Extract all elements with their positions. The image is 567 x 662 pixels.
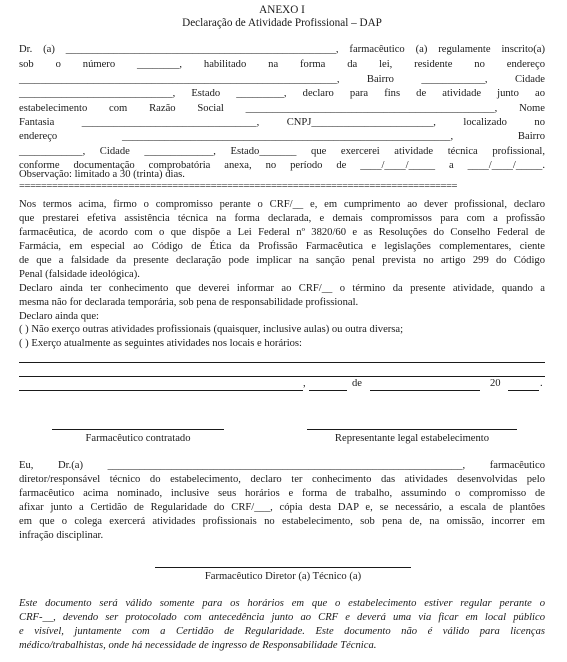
declaration-line: ____________, Cidade _____________, Estado_______ que exercerei atividade técnica profissional, <box>19 146 545 157</box>
separator: ================================================================================ <box>19 181 457 192</box>
signature-label-pharmacist: Farmacêutico contratado <box>85 433 191 444</box>
date-comma: , <box>303 378 306 389</box>
director-line: farmacêutico acima nominado, inclusive seus horários e forma de trabalho, assumindo o compromisso de <box>19 488 545 499</box>
declaration-line: sob o número ________, habilitado na forma da lei, residente no endereço <box>19 59 545 70</box>
checkbox-option-no-other[interactable]: ( ) Não exerço outras atividades profissionais (quaisquer, inclusive aulas) ou outra diversa; <box>19 324 404 335</box>
date-dot: . <box>540 378 543 389</box>
year-blank-line[interactable] <box>508 390 539 391</box>
director-line: Eu, Dr.(a) ___________________________________________________________________, farmacêutico <box>19 460 545 471</box>
signature-line-director[interactable] <box>155 567 411 568</box>
terms-line: Penal (falsidade ideológica). <box>19 269 140 280</box>
director-line: diretor/responsável técnico do estabelecimento, declaro ter conhecimento das atividades desenvolvidas pelo <box>19 474 545 485</box>
month-blank-line[interactable] <box>370 390 480 391</box>
director-line: em que o colega exercerá atividades profissionais no estabelecimento, sob pena de, na omissão, incorrer em <box>19 516 545 527</box>
declaration-line: Dr. (a) ___________________________________________________, farmacêutico (a) regulamente inscrito(a) <box>19 44 545 55</box>
annex-label: ANEXO I <box>259 4 305 16</box>
signature-label-representative: Representante legal estabelecimento <box>334 433 490 444</box>
footer-note-line: e visível, juntamente com a Certidão de Regularidade. Este documento não é válido para licenças <box>19 626 545 637</box>
document-title: Declaração de Atividade Profissional – DAP <box>182 17 382 29</box>
activity-blank-line[interactable] <box>19 376 545 377</box>
declaration-line: endereço ______________________________________________________________, Bairro <box>19 131 545 142</box>
signature-label-director: Farmacêutico Diretor (a) Técnico (a) <box>204 571 362 582</box>
footer-note-line: Este documento será válido somente para os horários em que o estabelecimento estiver regular perante o <box>19 598 545 609</box>
terms-line: farmacêutica, de acordo com o que dispõe a Lei Federal nº 3820/60 e as Resoluções do Conselho Federal de <box>19 227 545 238</box>
terms-line: Declaro ainda que: <box>19 311 100 322</box>
declaration-line: estabelecimento com Razão Social _______________________________________________, Nome <box>19 103 545 114</box>
declaration-line: ____________________________________________________________, Bairro ____________, Cidade <box>19 74 545 85</box>
terms-line: de que a falsidade da presente declaração pode implicar na sanção penal prevista no artigo 299 do Código <box>19 255 545 266</box>
year-prefix: 20 <box>490 378 501 389</box>
day-blank-line[interactable] <box>309 390 347 391</box>
terms-line: Farmácia, em especial ao Código de Ética da Profissão Farmacêutica e legislações complementares, ciente <box>19 241 545 252</box>
declaration-line: conforme documentação comprobatória anexa, no período de ____/____/_____ a ____/____/_____. <box>19 160 545 171</box>
date-de: de <box>352 378 362 389</box>
terms-line: que prestarei efetiva assistência técnica na forma declarada, e demais compromissos para com a profissão <box>19 213 545 224</box>
declaration-line: Fantasia _________________________________, CNPJ_______________________, localizado no <box>19 117 545 128</box>
signature-line-representative[interactable] <box>307 429 517 430</box>
terms-line: Declaro ainda ter conhecimento que deverei informar ao CRF/__ o término da presente atividade, quando a <box>19 283 545 294</box>
declaration-line: _____________________________, Estado _________, declaro para fins de atividade junto ao <box>19 88 545 99</box>
checkbox-option-other-activities[interactable]: ( ) Exerço atualmente as seguintes atividades nos locais e horários: <box>19 338 302 349</box>
terms-line: Nos termos acima, firmo o compromisso perante o CRF/__ e, em cumprimento ao dever profissional, declaro <box>19 199 545 210</box>
signature-line-pharmacist[interactable] <box>52 429 224 430</box>
place-blank-line[interactable] <box>19 390 303 391</box>
terms-line: mesma não for declarada temporária, sob pena de responsabilidade profissional. <box>19 297 359 308</box>
footer-note-line: CRF-__, devendo ser protocolado com antecedência junto ao CRF e deverá uma via ficar em local público <box>19 612 545 623</box>
observation-note: Observação: limitado a 30 (trinta) dias. <box>19 169 185 180</box>
footer-note-line: médico/trabalhistas, onde há necessidade de ingresso de Responsabilidade Técnica. <box>19 640 377 651</box>
activity-blank-line[interactable] <box>19 362 545 363</box>
director-line: afixar junto a Certidão de Regularidade do CRF/___, cópia desta DAP e, se necessário, a escala de plantões <box>19 502 545 513</box>
director-line: infração disciplinar. <box>19 530 104 541</box>
